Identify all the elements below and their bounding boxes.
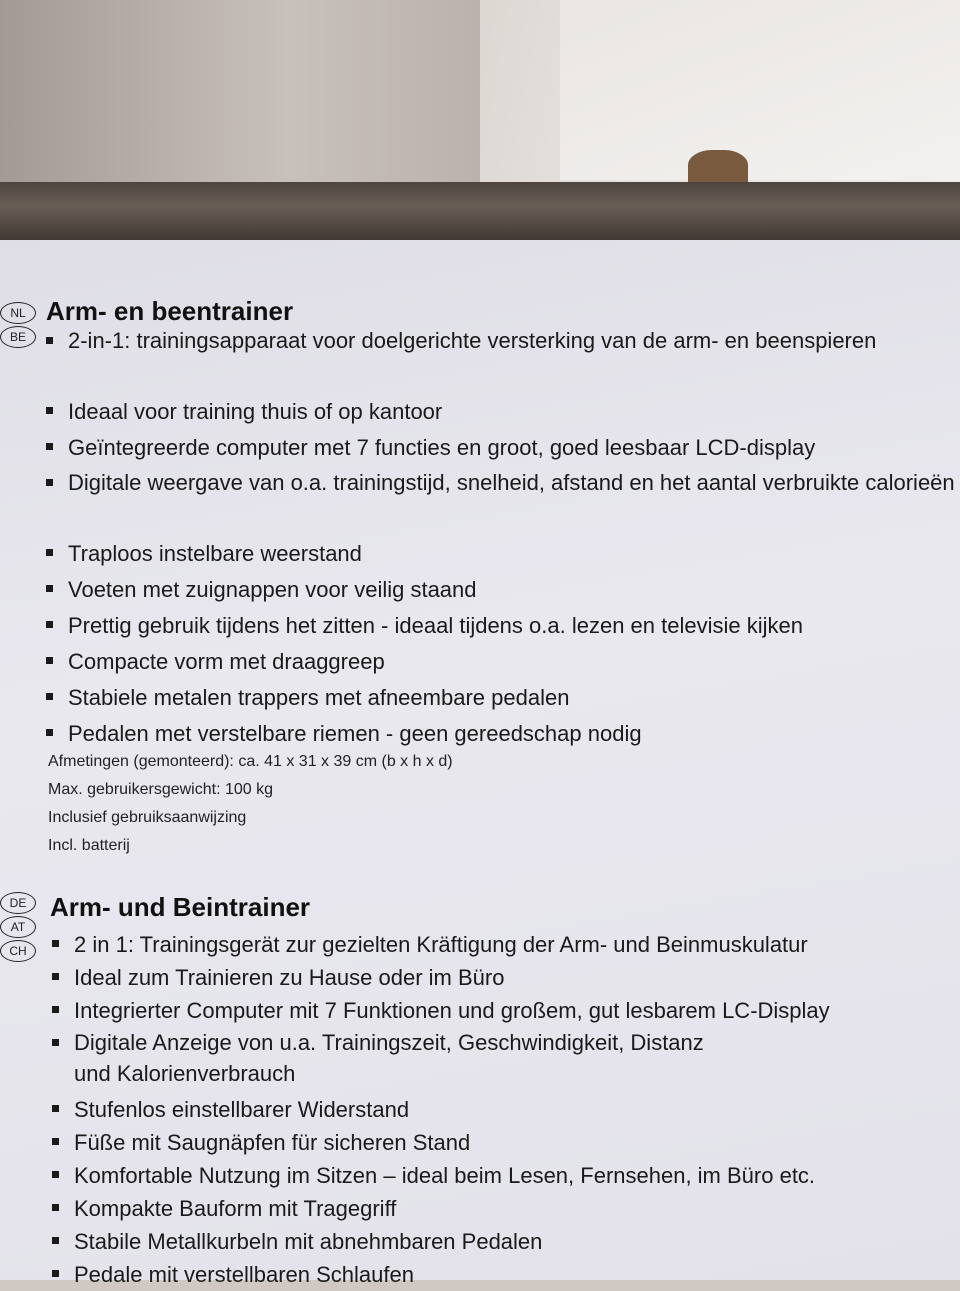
detail-battery: Incl. batterij: [48, 837, 130, 854]
background-room: [0, 0, 960, 200]
list-item: Pedalen met verstelbare riemen - geen gereedschap nodig: [46, 717, 956, 753]
list-item: Pedale mit verstellbaren Schlaufen: [52, 1258, 952, 1291]
bullet-icon: [46, 549, 53, 556]
list-item: Kompakte Bauform mit Tragegriff: [52, 1192, 952, 1225]
de-bullet-list: [52, 928, 952, 1291]
detail-max-weight: Max. gebruikersgewicht: 100 kg: [48, 781, 273, 798]
list-item: Compacte vorm met draaggreep: [46, 645, 956, 681]
de-flags: [0, 892, 36, 964]
list-item: Integrierter Computer mit 7 Funktionen und großem, gut lesbarem LC-Display: [52, 994, 952, 1027]
flag-de: DE: [0, 892, 36, 914]
list-item: Komfortable Nutzung im Sitzen – ideal beim Lesen, Fernsehen, im Büro etc.: [52, 1159, 952, 1192]
bullet-icon: [46, 693, 53, 700]
flag-at: AT: [0, 916, 36, 938]
list-item: Ideaal voor training thuis of op kantoor: [46, 395, 956, 431]
list-item: Stufenlos einstellbarer Widerstand: [52, 1093, 952, 1126]
bullet-icon: [46, 585, 53, 592]
detail-manual: Inclusief gebruiksaanwijzing: [48, 809, 247, 826]
bullet-icon: [46, 657, 53, 664]
door-panel: [0, 0, 480, 200]
list-item: Stabiele metalen trappers met afneembare pedalen: [46, 681, 956, 717]
list-item: 2 in 1: Trainingsgerät zur gezielten Kräftigung der Arm- und Beinmuskulatur: [52, 928, 952, 961]
list-item: 2-in-1: trainingsapparaat voor doelgerichte versterking van de arm- en beenspieren: [46, 325, 956, 395]
bullet-icon: [52, 1171, 59, 1178]
flag-ch: CH: [0, 940, 36, 962]
bullet-icon: [52, 1237, 59, 1244]
list-item: Stabile Metallkurbeln mit abnehmbaren Pedalen: [52, 1225, 952, 1258]
flag-be: BE: [0, 326, 36, 348]
bullet-icon: [46, 621, 53, 628]
detail-dimensions: Afmetingen (gemonteerd): ca. 41 x 31 x 39 cm (b x h x d): [48, 753, 453, 770]
box-top-edge: [0, 182, 960, 242]
bullet-icon: [46, 479, 53, 486]
bullet-icon: [46, 337, 53, 344]
bullet-icon: [52, 1204, 59, 1211]
list-item: Voeten met zuignappen voor veilig staand: [46, 573, 956, 609]
list-item: Digitale Anzeige von u.a. Trainingszeit, Geschwindigkeit, Distanz und Kalorienverbrauch: [52, 1027, 952, 1093]
bullet-icon: [52, 1105, 59, 1112]
nl-details: [48, 748, 453, 860]
nl-flags: [0, 302, 36, 350]
bullet-icon: [46, 729, 53, 736]
flag-nl: NL: [0, 302, 36, 324]
bullet-icon: [46, 407, 53, 414]
bullet-icon: [52, 1006, 59, 1013]
list-item: Füße mit Saugnäpfen für sicheren Stand: [52, 1126, 952, 1159]
list-item: Geïntegreerde computer met 7 functies en groot, goed leesbaar LCD-display: [46, 431, 956, 467]
list-item: Ideal zum Trainieren zu Hause oder im Büro: [52, 961, 952, 994]
bullet-icon: [52, 1138, 59, 1145]
de-title: Arm- und Beintrainer: [50, 892, 311, 922]
list-item: Prettig gebruik tijdens het zitten - ideaal tijdens o.a. lezen en televisie kijken: [46, 609, 956, 645]
bullet-icon: [52, 1039, 59, 1046]
nl-title: Arm- en beentrainer: [46, 296, 294, 326]
list-item: Digitale weergave van o.a. trainingstijd, snelheid, afstand en het aantal verbruikte calorieën: [46, 467, 956, 537]
ceiling: [560, 0, 960, 180]
bullet-icon: [46, 443, 53, 450]
bullet-icon: [52, 940, 59, 947]
list-item: Traploos instelbare weerstand: [46, 537, 956, 573]
bullet-icon: [52, 1270, 59, 1277]
nl-bullet-list: [46, 325, 956, 753]
bullet-icon: [52, 973, 59, 980]
